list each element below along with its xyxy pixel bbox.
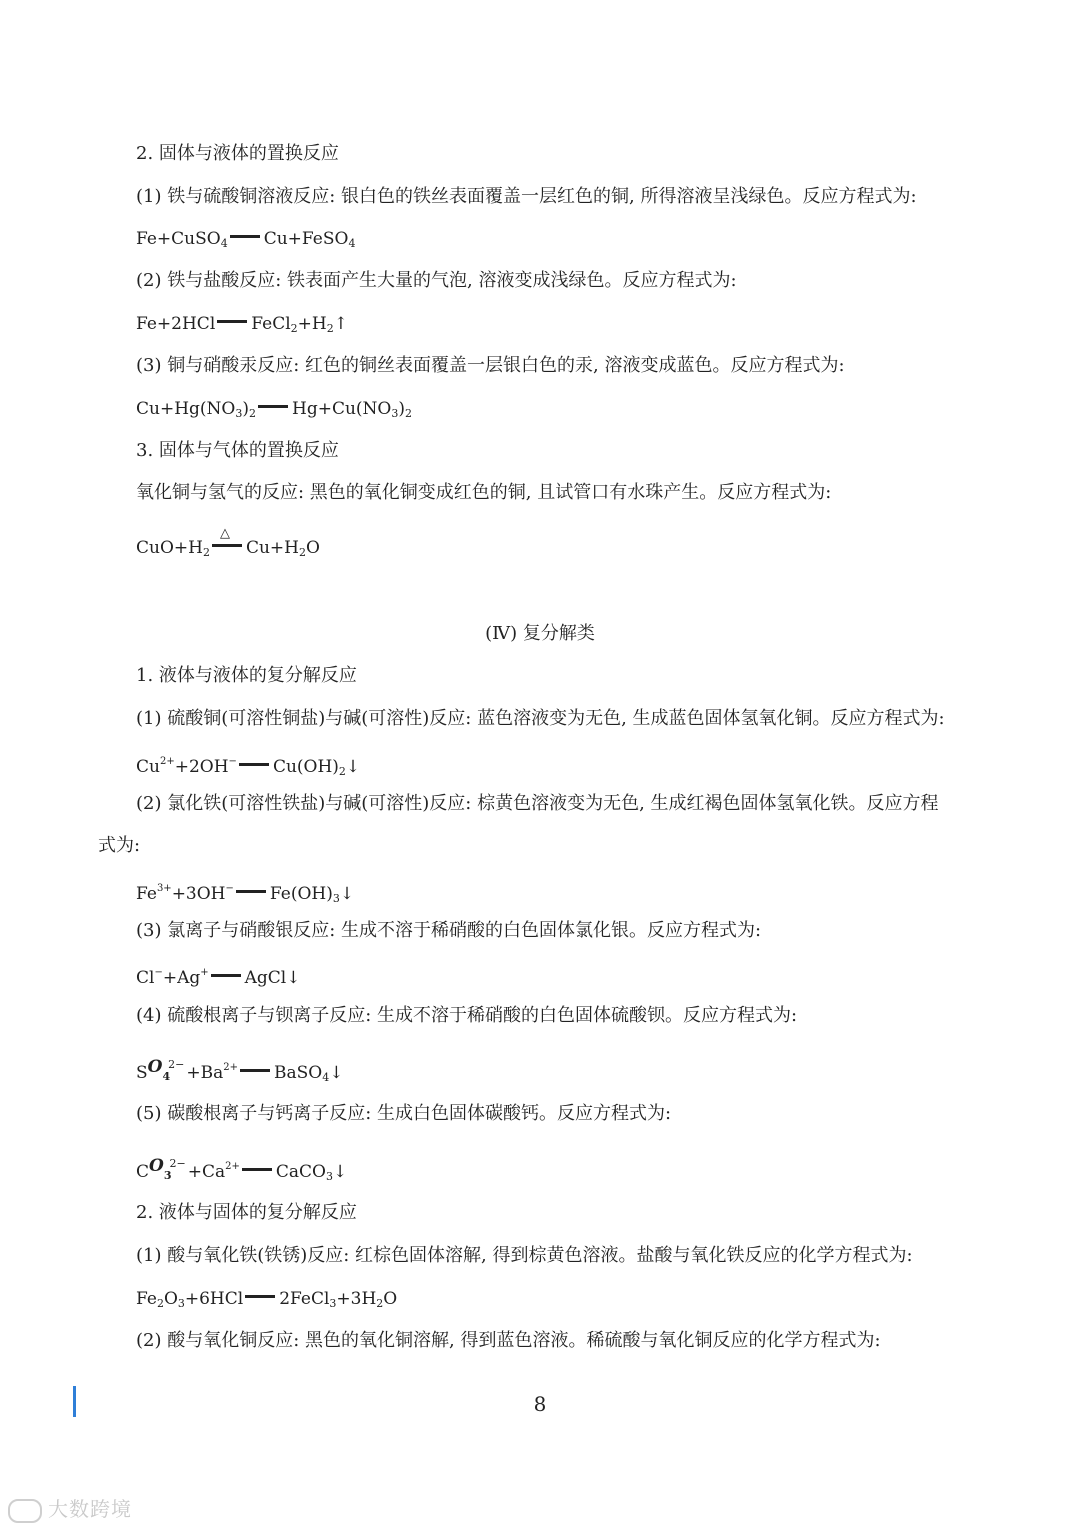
paragraph: (1) 铁与硫酸铜溶液反应: 银白色的铁丝表面覆盖一层红色的铜, 所得溶液呈浅绿色。反应方程式为: xyxy=(136,186,917,207)
equation: $CO3^{2-} +Ca^{2+}$ CaCO$_3$↓ xyxy=(136,1155,347,1189)
equation: $Cu+Hg(NO_3)_2$ $Hg+Cu(NO_3)_2$ xyxy=(136,399,412,420)
equation: $Fe^{3+}+3OH^-$ $Fe(OH)_3↓$ xyxy=(136,883,355,905)
paragraph: (2) 铁与盐酸反应: 铁表面产生大量的气泡, 溶液变成浅绿色。反应方程式为: xyxy=(136,270,737,291)
section-heading: 2. 液体与固体的复分解反应 xyxy=(136,1202,357,1223)
precipitate-arrow-icon: ↓ xyxy=(345,757,361,777)
equation: Fe+CuSO$_4$ Cu+FeSO$_4$ xyxy=(136,229,356,250)
equation: Cl−+Ag+ AgCl↓ xyxy=(136,967,301,988)
watermark-logo-icon xyxy=(8,1499,42,1523)
precipitate-arrow-icon: ↓ xyxy=(286,968,301,988)
paragraph: (3) 铜与硝酸汞反应: 红色的铜丝表面覆盖一层银白色的汞, 溶液变成蓝色。反应方程式为: xyxy=(136,355,845,376)
paragraph-continuation: 式为: xyxy=(98,835,141,856)
paragraph: 氧化铜与氢气的反应: 黑色的氧化铜变成红色的铜, 且试管口有水珠产生。反应方程式为: xyxy=(136,482,832,503)
paragraph: (2) 酸与氧化铜反应: 黑色的氧化铜溶解, 得到蓝色溶液。稀硫酸与氧化铜反应的化学方程式为: xyxy=(136,1330,881,1351)
heat-triangle-icon: △ xyxy=(219,526,230,541)
precipitate-arrow-icon: ↓ xyxy=(329,1063,344,1083)
watermark: 大数跨境 xyxy=(8,1493,132,1523)
section-title: (Ⅳ) 复分解类 xyxy=(485,623,595,644)
equation: $Cu^{2+}+2OH^-$ $Cu(OH)_2↓$ xyxy=(136,756,361,778)
equation: Fe+2HCl $FeCl_2+H_2↑$ xyxy=(136,314,348,335)
carbonate-ion: $O3^{2-}$ xyxy=(149,1156,186,1182)
paragraph: (2) 氯化铁(可溶性铁盐)与碱(可溶性)反应: 棕黄色溶液变为无色, 生成红褐色固体氢氧化铁。反应方程 xyxy=(136,793,939,814)
equation: $SO4^{2-} +Ba^{2+}$ BaSO$_4$↓ xyxy=(136,1056,343,1090)
equation: $CuO+H_2$ △ $Cu+H_2O$ xyxy=(136,526,320,559)
precipitate-arrow-icon: ↓ xyxy=(339,884,355,904)
equation: $Fe_2O_3+6HCl$ $2FeCl_3+3H_2O$ xyxy=(136,1289,398,1310)
paragraph: (1) 酸与氧化铁(铁锈)反应: 红棕色固体溶解, 得到棕黄色溶液。盐酸与氧化铁反应的化学方程式为: xyxy=(136,1245,913,1266)
sulfate-ion: $O4^{2-}$ xyxy=(147,1057,185,1083)
page-number: 8 xyxy=(533,1392,547,1416)
section-heading: 3. 固体与气体的置换反应 xyxy=(136,440,339,461)
section-heading: 2. 固体与液体的置换反应 xyxy=(136,143,339,164)
precipitate-arrow-icon: ↓ xyxy=(332,1162,348,1182)
paragraph: (4) 硫酸根离子与钡离子反应: 生成不溶于稀硝酸的白色固体硫酸钡。反应方程式为: xyxy=(136,1005,798,1026)
gas-arrow-icon: ↑ xyxy=(333,314,348,334)
paragraph: (1) 硫酸铜(可溶性铜盐)与碱(可溶性)反应: 蓝色溶液变为无色, 生成蓝色固体氢氧化铜。反应方程式为: xyxy=(136,708,945,729)
paragraph: (3) 氯离子与硝酸银反应: 生成不溶于稀硝酸的白色固体氯化银。反应方程式为: xyxy=(136,920,762,941)
section-heading: 1. 液体与液体的复分解反应 xyxy=(136,665,357,686)
paragraph: (5) 碳酸根离子与钙离子反应: 生成白色固体碳酸钙。反应方程式为: xyxy=(136,1103,672,1124)
